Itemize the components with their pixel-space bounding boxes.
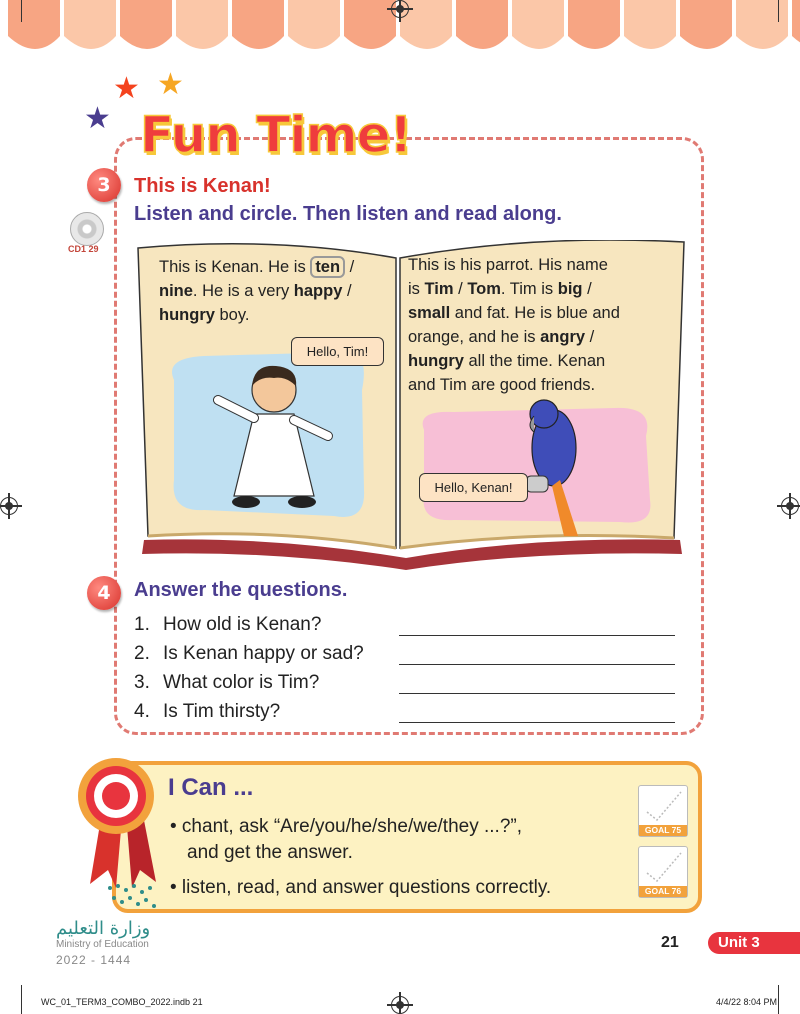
exercise-instruction: Answer the questions.	[134, 579, 348, 601]
registration-mark-right	[781, 497, 799, 515]
answer-line[interactable]	[399, 693, 675, 694]
page-number: 21	[661, 934, 679, 951]
scallop-shape	[120, 0, 172, 49]
scallop-shape	[456, 0, 508, 49]
exercise-title: This is Kenan!	[134, 175, 271, 197]
i-can-item-cont: and get the answer.	[187, 842, 353, 863]
choice-word[interactable]: hungry	[408, 352, 464, 370]
choice-word[interactable]: big	[557, 280, 583, 298]
choice-word[interactable]: hungry	[159, 306, 215, 324]
speech-bubble-kenan: Hello, Tim!	[291, 337, 384, 366]
registration-mark-left	[0, 497, 18, 515]
print-slug-right: 4/4/22 8:04 PM	[716, 997, 778, 1007]
crop-mark	[778, 0, 779, 22]
cd-track-label: CD1 29	[68, 244, 99, 254]
goal-checkbox[interactable]	[638, 846, 688, 898]
exercise-number-badge: 3	[87, 168, 121, 202]
choice-word[interactable]: angry	[540, 328, 586, 346]
ministry-name-arabic: وزارة التعليم	[56, 918, 151, 939]
page-title: Fun Time!	[140, 106, 412, 164]
question-row: 3. What color is Tim?	[134, 672, 679, 701]
scallop-shape	[8, 0, 60, 49]
i-can-item: • listen, read, and answer questions correctly.	[170, 877, 552, 898]
choice-word[interactable]: happy	[293, 282, 343, 300]
choice-word[interactable]: nine	[159, 282, 193, 300]
crop-mark	[778, 985, 779, 1014]
scallop-shape	[568, 0, 620, 49]
ministry-name-english: Ministry of Education	[56, 939, 149, 950]
exercise-instruction: Listen and circle. Then listen and read along.	[134, 203, 562, 225]
speech-bubble-tim: Hello, Kenan!	[419, 473, 528, 502]
scallop-shape	[624, 0, 676, 49]
goal-label: GOAL 75	[639, 825, 687, 836]
star-icon: ★	[84, 101, 111, 136]
edition-year: 2022 - 1444	[56, 953, 132, 967]
exercise-number-badge: 4	[87, 576, 121, 610]
goal-label: GOAL 76	[639, 886, 687, 897]
unit-tab: Unit 3	[708, 932, 800, 954]
scallop-shape	[512, 0, 564, 49]
question-row: 4. Is Tim thirsty?	[134, 701, 679, 730]
choice-word[interactable]: ten	[315, 258, 341, 276]
scallop-shape	[176, 0, 228, 49]
registration-mark-top	[391, 0, 409, 18]
choice-word[interactable]: small	[408, 304, 451, 322]
scallop-shape	[792, 0, 800, 49]
print-slug-left: WC_01_TERM3_COMBO_2022.indb 21	[41, 997, 203, 1007]
scallop-shape	[288, 0, 340, 49]
answer-line[interactable]	[399, 664, 675, 665]
scallop-shape	[64, 0, 116, 49]
star-icon: ★	[157, 67, 184, 102]
goal-checkbox[interactable]	[638, 785, 688, 837]
i-can-title: I Can ...	[168, 774, 254, 801]
question-row: 1. How old is Kenan?	[134, 614, 679, 643]
star-icon: ★	[113, 71, 140, 106]
cd-icon[interactable]	[70, 212, 104, 246]
rosette-icon	[72, 752, 164, 892]
answer-line[interactable]	[399, 635, 675, 636]
answer-line[interactable]	[399, 722, 675, 723]
story-text-right: This is his parrot. His name is Tim / Tom. Tim is big / small and fat. He is blue and orange, and he is angry / hungry all the time. Kenan and Tim are good friends.	[408, 256, 620, 394]
registration-mark-bottom	[391, 996, 409, 1014]
choice-word[interactable]: Tom	[467, 280, 501, 298]
question-list	[134, 614, 679, 730]
choice-word[interactable]: Tim	[424, 280, 454, 298]
crop-mark	[21, 0, 22, 22]
scallop-shape	[232, 0, 284, 49]
i-can-item: • chant, ask “Are/you/he/she/we/they ...?”,	[170, 816, 522, 837]
question-row: 2. Is Kenan happy or sad?	[134, 643, 679, 672]
ministry-logo-icon	[100, 880, 180, 916]
scallop-shape	[736, 0, 788, 49]
crop-mark	[21, 985, 22, 1014]
story-text-left: This is Kenan. He is ten / nine. He is a very happy / hungry boy.	[159, 258, 355, 324]
scallop-shape	[680, 0, 732, 49]
